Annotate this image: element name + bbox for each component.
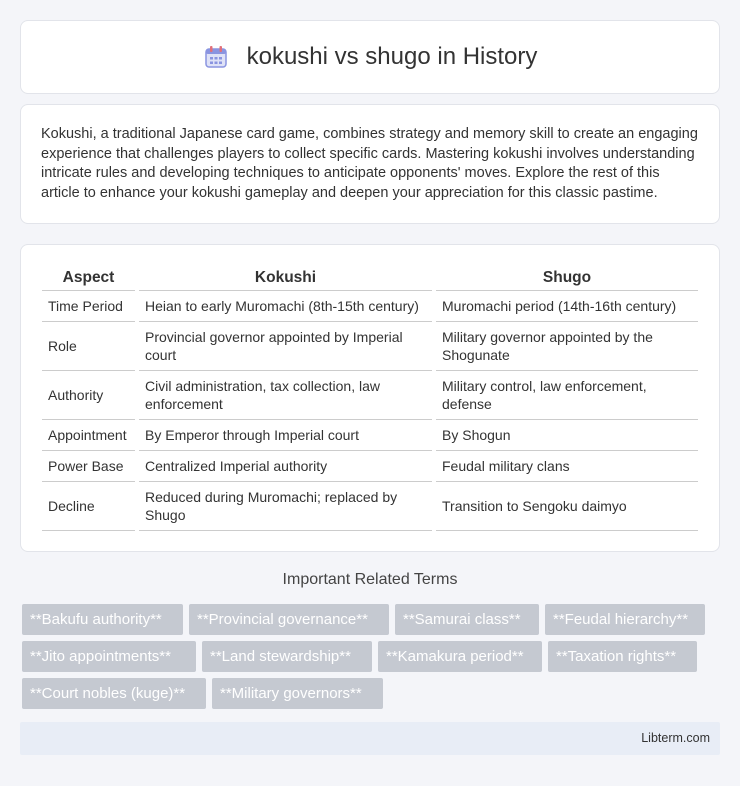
table-cell: Feudal military clans bbox=[434, 451, 698, 482]
table-cell: Provincial governor appointed by Imperial court bbox=[137, 322, 434, 371]
table-row bbox=[42, 291, 698, 322]
table-cell: By Emperor through Imperial court bbox=[137, 420, 434, 451]
term-tag[interactable]: **Land stewardship** bbox=[202, 641, 372, 672]
page-title: kokushi vs shugo in History bbox=[246, 43, 538, 70]
table-row bbox=[42, 482, 698, 531]
calendar-icon bbox=[203, 44, 229, 70]
table-cell: Decline bbox=[42, 482, 137, 531]
term-tag[interactable]: **Jito appointments** bbox=[22, 641, 196, 672]
table-cell: Transition to Sengoku daimyo bbox=[434, 482, 698, 531]
table-row bbox=[42, 371, 698, 420]
table-cell: Time Period bbox=[42, 291, 137, 322]
term-tag[interactable]: **Taxation rights** bbox=[548, 641, 697, 672]
table-cell: Centralized Imperial authority bbox=[137, 451, 434, 482]
comparison-table-card bbox=[20, 244, 720, 552]
table-row bbox=[42, 420, 698, 451]
term-tag[interactable]: **Provincial governance** bbox=[189, 604, 389, 635]
term-tag[interactable]: **Court nobles (kuge)** bbox=[22, 678, 206, 709]
table-header-cell: Kokushi bbox=[137, 265, 434, 291]
intro-text: Kokushi, a traditional Japanese card game, combines strategy and memory skill to create an engaging experience that challenges players to collect specific cards. Mastering kokushi involves understanding intricate rules and developing techniques to anticipate opponents' moves. Explore the rest of this article to enhance your kokushi gameplay and deepen your appreciation for this classic pastime. bbox=[41, 126, 698, 201]
term-tag[interactable]: **Bakufu authority** bbox=[22, 604, 183, 635]
table-row bbox=[42, 451, 698, 482]
table-cell: Civil administration, tax collection, law enforcement bbox=[137, 371, 434, 420]
table-cell: By Shogun bbox=[434, 420, 698, 451]
term-tag[interactable]: **Samurai class** bbox=[395, 604, 539, 635]
table-cell: Muromachi period (14th-16th century) bbox=[434, 291, 698, 322]
table-cell: Reduced during Muromachi; replaced by Shugo bbox=[137, 482, 434, 531]
table-cell: Power Base bbox=[42, 451, 137, 482]
table-cell: Authority bbox=[42, 371, 137, 420]
intro-card bbox=[20, 104, 720, 224]
footer-site-link[interactable]: Libterm.com bbox=[641, 731, 710, 745]
table-cell: Military governor appointed by the Shogunate bbox=[434, 322, 698, 371]
table-cell: Role bbox=[42, 322, 137, 371]
table-cell: Heian to early Muromachi (8th-15th century) bbox=[137, 291, 434, 322]
term-tag[interactable]: **Military governors** bbox=[212, 678, 383, 709]
table-header-cell: Aspect bbox=[42, 265, 137, 291]
table-header-cell: Shugo bbox=[434, 265, 698, 291]
footer bbox=[20, 722, 720, 755]
term-tag[interactable]: **Feudal hierarchy** bbox=[545, 604, 705, 635]
comparison-table bbox=[42, 265, 698, 531]
term-tag[interactable]: **Kamakura period** bbox=[378, 641, 542, 672]
table-cell: Appointment bbox=[42, 420, 137, 451]
related-terms-title: Important Related Terms bbox=[282, 571, 458, 588]
header-card bbox=[20, 20, 720, 94]
table-cell: Military control, law enforcement, defense bbox=[434, 371, 698, 420]
table-row bbox=[42, 322, 698, 371]
table-header-row bbox=[42, 265, 698, 291]
